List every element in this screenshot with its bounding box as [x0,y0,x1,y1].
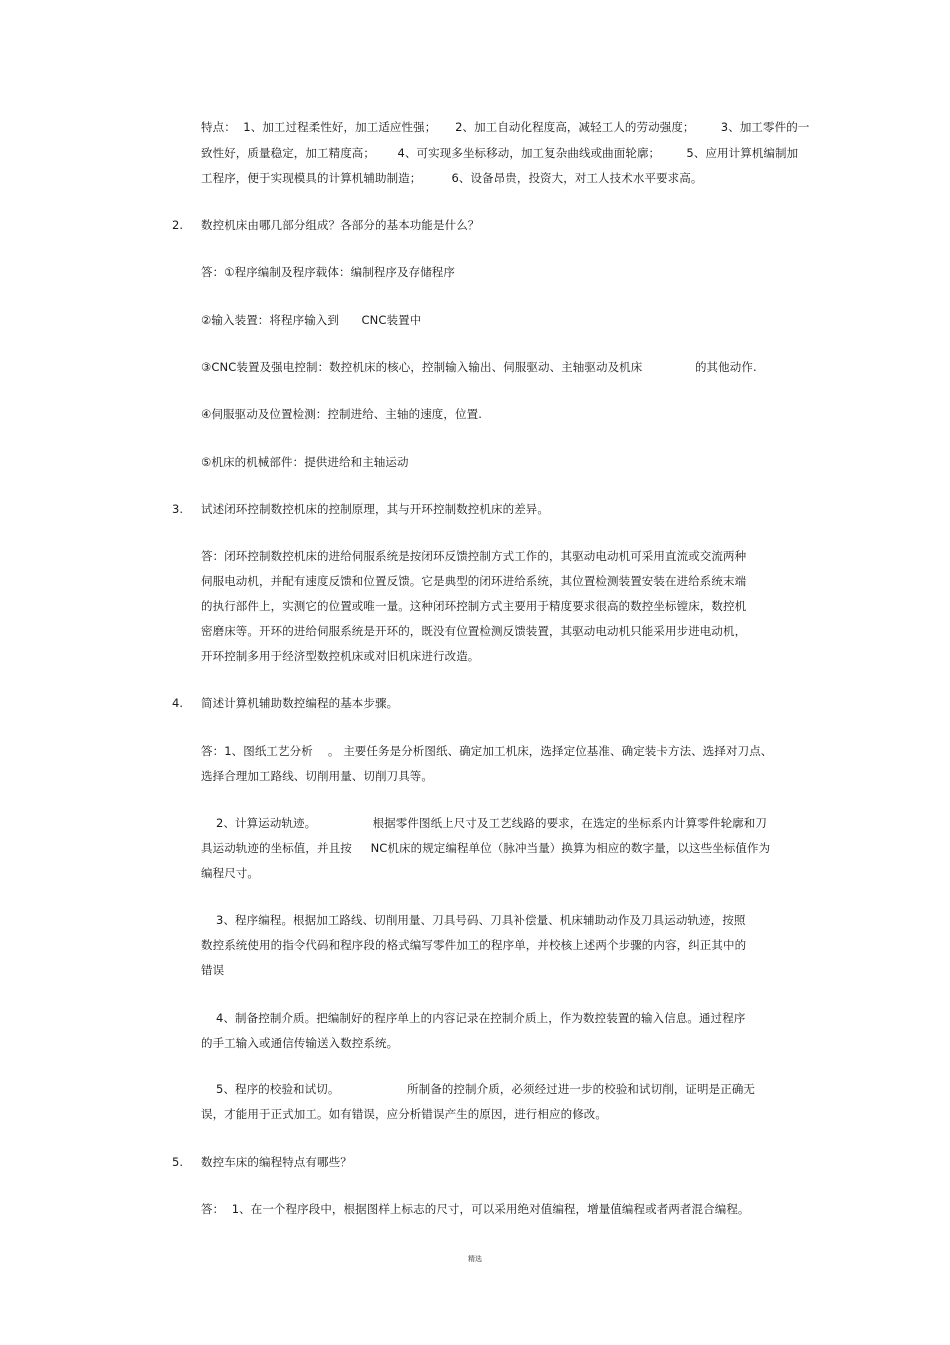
answer-line: 数控系统使用的指令代码和程序段的格式编写零件加工的程序单，并校核上述两个步骤的内容，纠正其中的 [201,938,747,952]
answer-line: 开环控制多用于经济型数控机床或对旧机床进行改造。 [201,649,480,663]
question-number: 4. [172,696,183,710]
answer-line: 2、计算运动轨迹。 根据零件图纸上尺寸及工艺线路的要求，在选定的坐标系内计算零件轮廓和刀 [201,816,767,830]
page-footer: 精选 [468,1255,482,1263]
answer-line: 编程尺寸。 [201,866,259,880]
answer-line: 选择合理加工路线、切削用量、切削刀具等。 [201,769,433,783]
intro-line: 工程序，便于实现模具的计算机辅助制造； 6、设备昂贵，投资大，对工人技术水平要求高。 [201,171,703,185]
question-text: 数控机床由哪几部分组成？各部分的基本功能是什么？ [201,218,480,232]
answer-line: 密磨床等。开环的进给伺服系统是开环的，既没有位置检测反馈装置，其驱动电动机只能采用步进电动机， [201,624,747,638]
answer-line: 5、程序的校验和试切。 所制备的控制介质，必须经过进一步的校验和试切削，证明是正确无 [201,1082,756,1096]
answer-line: 3、程序编程。根据加工路线、切削用量、刀具号码、刀具补偿量、机床辅助动作及刀具运动轨迹，按照 [201,913,746,927]
question-number: 5. [172,1155,183,1169]
answer-line: 答：①程序编制及程序载体：编制程序及存储程序 [201,265,456,279]
question-number: 3. [172,502,183,516]
answer-line: 伺服电动机，并配有速度反馈和位置反馈。它是典型的闭环进给系统，其位置检测装置安装在进给系统末端 [201,574,747,588]
intro-line: 特点： 1、加工过程柔性好，加工适应性强； 2、加工自动化程度高，减轻工人的劳动强度； 3、加工零件的一 [201,120,810,134]
question-number: 2. [172,218,183,232]
answer-line: 答：闭环控制数控机床的进给伺服系统是按闭环反馈控制方式工作的，其驱动电动机可采用直流或交流两种 [201,549,747,563]
answer-line: 的执行部件上，实测它的位置或唯一量。这种闭环控制方式主要用于精度要求很高的数控坐标镗床，数控机 [201,599,747,613]
intro-line: 致性好，质量稳定，加工精度高； 4、可实现多坐标移动，加工复杂曲线或曲面轮廓； 5、应用计算机编制加 [201,146,799,160]
answer-line: 答：1、图纸工艺分析 。 主要任务是分析图纸、确定加工机床，选择定位基准、确定装卡方法、选择对刀点、 [201,744,773,758]
answer-line: ③CNC装置及强电控制：数控机床的核心，控制输入输出、伺服驱动、主轴驱动及机床 的其他动作. [201,360,757,374]
answer-line: 错误 [201,963,225,977]
answer-line: ⑤机床的机械部件：提供进给和主轴运动 [201,455,409,469]
answer-line: ②输入装置：将程序输入到 CNC装置中 [201,313,422,327]
answer-line: 答： 1、在一个程序段中，根据图样上标志的尺寸，可以采用绝对值编程，增量值编程或者两者混合编程。 [201,1202,750,1216]
question-text: 简述计算机辅助数控编程的基本步骤。 [201,696,399,710]
answer-line: 的手工输入或通信传输送入数控系统。 [201,1036,399,1050]
answer-line: 具运动轨迹的坐标值，并且按 NC机床的规定编程单位（脉冲当量）换算为相应的数字量，以这些坐标值作为 [201,841,771,855]
answer-line: 误，才能用于正式加工。如有错误，应分析错误产生的原因，进行相应的修改。 [201,1107,607,1121]
answer-line: 4、制备控制介质。把编制好的程序单上的内容记录在控制介质上，作为数控装置的输入信息。通过程序 [201,1011,746,1025]
question-text: 数控车床的编程特点有哪些？ [201,1155,352,1169]
answer-line: ④伺服驱动及位置检测：控制进给、主轴的速度，位置. [201,407,482,421]
question-text: 试述闭环控制数控机床的控制原理，其与开环控制数控机床的差异。 [201,502,549,516]
